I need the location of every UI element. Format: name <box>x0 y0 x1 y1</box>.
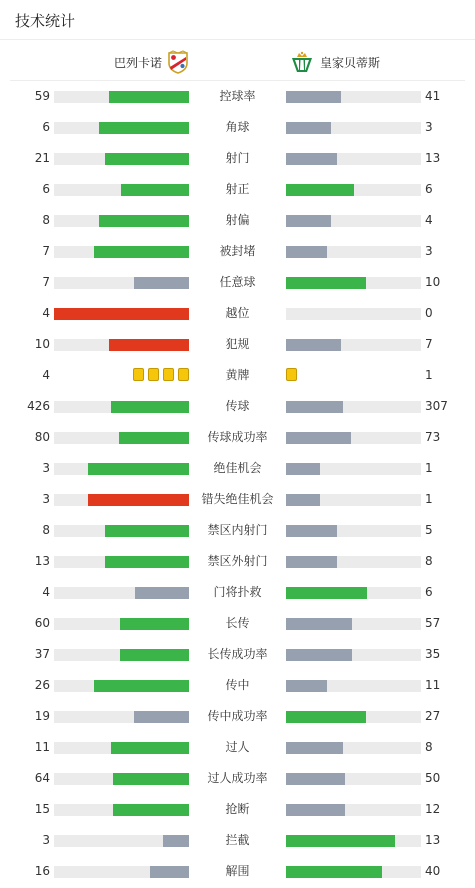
away-bar-track <box>286 308 421 320</box>
away-bar-fill <box>286 804 345 816</box>
stat-row <box>0 453 475 484</box>
away-team[interactable] <box>290 51 380 73</box>
away-bar-track <box>286 587 421 599</box>
away-bar-fill <box>286 866 382 878</box>
real-betis-crest-icon <box>290 50 314 74</box>
away-value: 8 <box>425 740 433 754</box>
away-value: 41 <box>425 89 441 103</box>
stat-label: 黄牌 <box>225 368 250 382</box>
stat-row <box>0 236 475 267</box>
stat-label: 抢断 <box>225 802 250 816</box>
away-bar-fill <box>286 649 352 661</box>
home-bar-fill <box>94 246 189 258</box>
home-value: 15 <box>34 802 50 816</box>
home-value: 4 <box>42 368 50 382</box>
rayo-vallecano-crest-icon <box>166 50 190 74</box>
stat-label: 任意球 <box>219 275 256 289</box>
home-bar-fill <box>105 556 189 568</box>
stat-row <box>0 329 475 360</box>
home-value: 8 <box>42 213 50 227</box>
stat-row <box>0 143 475 174</box>
yellow-card-icon <box>178 368 189 381</box>
stat-label: 禁区外射门 <box>207 554 268 568</box>
away-bar-track <box>286 401 421 413</box>
away-value: 307 <box>425 399 448 413</box>
home-value: 11 <box>34 740 50 754</box>
home-bar-fill <box>99 215 189 227</box>
home-bar-track <box>54 308 189 320</box>
stat-row <box>0 298 475 329</box>
stat-row <box>0 732 475 763</box>
home-value: 64 <box>34 771 50 785</box>
away-value: 7 <box>425 337 433 351</box>
away-bar-track <box>286 432 421 444</box>
stat-label: 长传成功率 <box>207 647 268 661</box>
home-bar-track <box>54 153 189 165</box>
home-value: 16 <box>34 864 50 878</box>
away-value: 13 <box>425 151 441 165</box>
home-value: 10 <box>34 337 50 351</box>
away-bar-track <box>286 339 421 351</box>
home-bar-track <box>54 184 189 196</box>
stat-label: 门将扑救 <box>213 585 262 599</box>
away-bar-fill <box>286 277 366 289</box>
yellow-card-icon <box>163 368 174 381</box>
away-value: 50 <box>425 771 441 785</box>
away-value: 8 <box>425 554 433 568</box>
home-bar-fill <box>134 277 189 289</box>
away-bar-track <box>286 122 421 134</box>
home-bar-track <box>54 742 189 754</box>
away-bar-track <box>286 91 421 103</box>
away-bar-track <box>286 494 421 506</box>
away-value: 1 <box>425 492 433 506</box>
away-bar-fill <box>286 680 327 692</box>
away-bar-track <box>286 680 421 692</box>
yellow-card-icon <box>286 368 297 381</box>
away-bar-fill <box>286 742 343 754</box>
away-bar-fill <box>286 494 320 506</box>
stat-label: 射正 <box>225 182 250 196</box>
stat-row <box>0 639 475 670</box>
away-bar-track <box>286 153 421 165</box>
stat-row <box>0 763 475 794</box>
home-bar-track <box>54 525 189 537</box>
stat-row <box>0 422 475 453</box>
away-bar-fill <box>286 401 343 413</box>
home-bar-fill <box>105 153 189 165</box>
home-value: 7 <box>42 244 50 258</box>
stat-row <box>0 360 475 391</box>
stat-label: 过人成功率 <box>207 771 268 785</box>
home-bar-fill <box>121 184 189 196</box>
stat-label: 拦截 <box>225 833 250 847</box>
home-bar-track <box>54 649 189 661</box>
stat-label: 解围 <box>225 864 250 878</box>
away-value: 6 <box>425 182 433 196</box>
away-bar-fill <box>286 153 337 165</box>
home-bar-track <box>54 494 189 506</box>
stat-label: 传中成功率 <box>207 709 268 723</box>
home-bar-fill <box>111 742 189 754</box>
away-team-name: 皇家贝蒂斯 <box>320 55 381 70</box>
stat-row <box>0 81 475 112</box>
away-bar-fill <box>286 463 320 475</box>
home-bar-track <box>54 122 189 134</box>
home-bar-track <box>54 401 189 413</box>
home-bar-track <box>54 215 189 227</box>
stat-label: 过人 <box>225 740 250 754</box>
home-bar-track <box>54 91 189 103</box>
away-value: 10 <box>425 275 441 289</box>
stat-row <box>0 608 475 639</box>
home-value: 7 <box>42 275 50 289</box>
away-value: 27 <box>425 709 441 723</box>
stat-label: 绝佳机会 <box>213 461 262 475</box>
home-bar-track <box>54 587 189 599</box>
home-team-name: 巴列卡诺 <box>113 55 162 70</box>
home-value: 426 <box>27 399 50 413</box>
home-bar-track <box>54 432 189 444</box>
away-bar-fill <box>286 215 331 227</box>
away-bar-track <box>286 184 421 196</box>
away-bar-track <box>286 742 421 754</box>
home-bar-fill <box>113 804 189 816</box>
home-bar-track <box>54 835 189 847</box>
stat-label: 禁区内射门 <box>207 523 268 537</box>
home-value: 3 <box>42 492 50 506</box>
home-bar-fill <box>135 587 189 599</box>
away-value: 40 <box>425 864 441 878</box>
away-bar-track <box>286 525 421 537</box>
home-bar-fill <box>119 432 189 444</box>
away-bar-fill <box>286 835 395 847</box>
home-value: 26 <box>34 678 50 692</box>
away-bar-fill <box>286 184 354 196</box>
away-bar-track <box>286 835 421 847</box>
stat-label: 传球成功率 <box>207 430 268 444</box>
away-value: 13 <box>425 833 441 847</box>
stat-row <box>0 391 475 422</box>
home-bar-track <box>54 804 189 816</box>
away-value: 5 <box>425 523 433 537</box>
home-bar-track <box>54 339 189 351</box>
home-bar-track <box>54 277 189 289</box>
stat-row <box>0 670 475 701</box>
team-header <box>10 41 465 81</box>
away-bar-track <box>286 866 421 878</box>
home-bar-fill <box>109 339 189 351</box>
away-bar-track <box>286 618 421 630</box>
away-value: 0 <box>425 306 433 320</box>
away-value: 1 <box>425 368 433 382</box>
home-bar-fill <box>111 401 189 413</box>
stat-label: 传球 <box>225 399 250 413</box>
away-value: 6 <box>425 585 433 599</box>
home-bar-track <box>54 866 189 878</box>
home-bar-fill <box>99 122 189 134</box>
home-bar-track <box>54 618 189 630</box>
away-bar-track <box>286 246 421 258</box>
stat-row <box>0 267 475 298</box>
stat-row <box>0 856 475 887</box>
away-yellow-cards <box>286 368 297 382</box>
away-bar-fill <box>286 246 327 258</box>
home-bar-fill <box>163 835 189 847</box>
home-team[interactable] <box>114 51 190 73</box>
stat-label: 射偏 <box>225 213 250 227</box>
away-value: 57 <box>425 616 441 630</box>
home-value: 60 <box>34 616 50 630</box>
home-bar-track <box>54 463 189 475</box>
stat-row <box>0 174 475 205</box>
stat-label: 传中 <box>225 678 250 692</box>
stat-label: 犯规 <box>225 337 250 351</box>
stat-label: 射门 <box>225 151 250 165</box>
home-bar-fill <box>54 308 189 320</box>
away-bar-track <box>286 556 421 568</box>
home-value: 13 <box>34 554 50 568</box>
home-value: 4 <box>42 306 50 320</box>
home-bar-track <box>54 680 189 692</box>
away-bar-fill <box>286 525 337 537</box>
home-value: 8 <box>42 523 50 537</box>
away-bar-fill <box>286 711 366 723</box>
away-bar-fill <box>286 618 352 630</box>
home-value: 80 <box>34 430 50 444</box>
away-bar-track <box>286 277 421 289</box>
away-value: 3 <box>425 244 433 258</box>
home-bar-fill <box>105 525 189 537</box>
home-bar-fill <box>134 711 189 723</box>
home-bar-fill <box>94 680 189 692</box>
home-bar-fill <box>88 494 189 506</box>
home-bar-fill <box>120 649 189 661</box>
stat-label: 错失绝佳机会 <box>201 492 274 506</box>
home-value: 4 <box>42 585 50 599</box>
stat-row <box>0 577 475 608</box>
away-bar-track <box>286 649 421 661</box>
away-value: 3 <box>425 120 433 134</box>
stat-row <box>0 515 475 546</box>
header <box>0 0 475 40</box>
home-bar-fill <box>113 773 189 785</box>
stat-label: 越位 <box>225 306 250 320</box>
stat-row <box>0 701 475 732</box>
away-bar-track <box>286 215 421 227</box>
home-bar-fill <box>150 866 189 878</box>
away-bar-fill <box>286 122 331 134</box>
stat-row <box>0 484 475 515</box>
yellow-card-icon <box>148 368 159 381</box>
home-bar-fill <box>88 463 189 475</box>
away-bar-fill <box>286 587 367 599</box>
home-value: 21 <box>34 151 50 165</box>
home-value: 59 <box>34 89 50 103</box>
home-yellow-cards <box>133 368 189 382</box>
stat-row <box>0 825 475 856</box>
stat-row <box>0 112 475 143</box>
away-value: 73 <box>425 430 441 444</box>
stat-label: 长传 <box>225 616 250 630</box>
stat-label: 被封堵 <box>219 244 256 258</box>
home-bar-track <box>54 773 189 785</box>
home-bar-track <box>54 556 189 568</box>
away-value: 12 <box>425 802 441 816</box>
home-bar-track <box>54 711 189 723</box>
stat-row <box>0 546 475 577</box>
away-bar-track <box>286 773 421 785</box>
stat-label: 控球率 <box>219 89 256 103</box>
away-bar-fill <box>286 339 341 351</box>
home-value: 3 <box>42 461 50 475</box>
home-value: 3 <box>42 833 50 847</box>
away-value: 4 <box>425 213 433 227</box>
home-value: 19 <box>34 709 50 723</box>
away-bar-fill <box>286 556 337 568</box>
away-bar-fill <box>286 773 345 785</box>
away-bar-track <box>286 711 421 723</box>
stat-label: 角球 <box>225 120 250 134</box>
away-value: 11 <box>425 678 441 692</box>
away-bar-track <box>286 804 421 816</box>
home-value: 6 <box>42 182 50 196</box>
yellow-card-icon <box>133 368 144 381</box>
page-title: 技术统计 <box>15 12 76 30</box>
home-value: 37 <box>34 647 50 661</box>
away-bar-fill <box>286 91 341 103</box>
home-bar-fill <box>109 91 189 103</box>
away-value: 35 <box>425 647 441 661</box>
home-bar-track <box>54 246 189 258</box>
stat-row <box>0 205 475 236</box>
home-bar-fill <box>120 618 189 630</box>
away-value: 1 <box>425 461 433 475</box>
home-value: 6 <box>42 120 50 134</box>
away-bar-track <box>286 463 421 475</box>
stat-row <box>0 794 475 825</box>
away-bar-fill <box>286 432 351 444</box>
